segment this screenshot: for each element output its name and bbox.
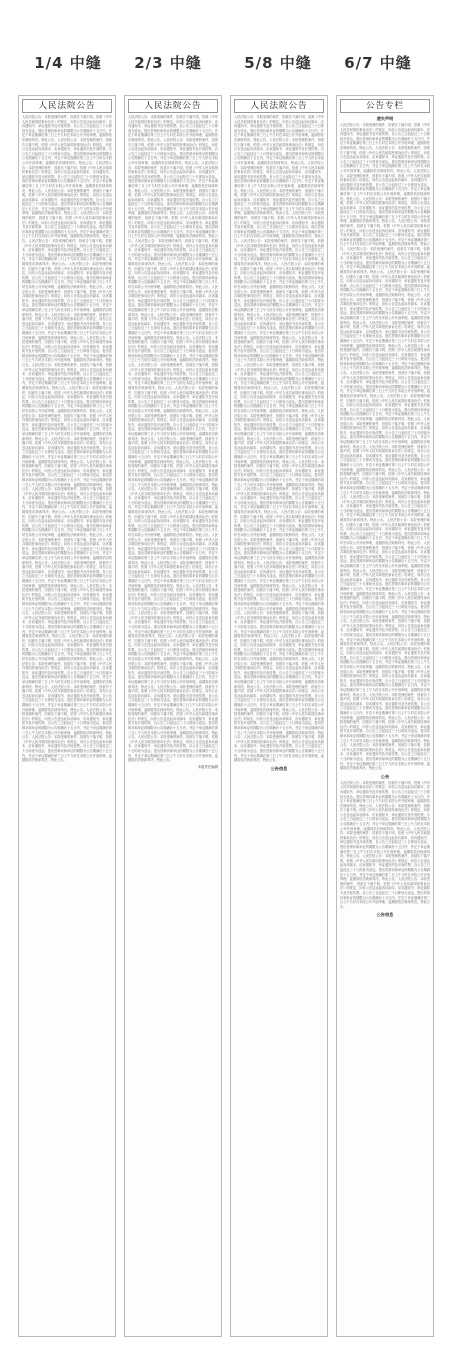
column-footer-3: 公告信息 [270, 765, 288, 771]
notice-body-text: 人民法院公告：本院受理的案件，因被告下落不明，依照《中华人民共和国民事诉讼法》的规定，向你公告送达起诉状副本、应诉通知书、举证通知书及开庭传票。自公告之日起经过三十日即视为送达。提出答辩状和举证的期限为公告期满后十五日内，并定于举证期满后第三日上午九时在本院公开开庭审理，逾期将依法缺席判决。特此公告。人民法院公告：本院受理的案件，因被告下落不明，依照《中华人民共和国民事诉讼法》的规定，向你公告送达起诉状副本、应诉通知书、举证通知书及开庭传票。自公告之日起经过三十日即视为送达。提出答辩状和举证的期限为公告期满后十五日内，并定于举证期满后第三日上午九时在本院公开开庭审理，逾期将依法缺席判决。特此公告。人民法院公告：本院受理的案件，因被告下落不明，依照《中华人民共和国民事诉讼法》的规定，向你公告送达起诉状副本、应诉通知书、举证通知书及开庭传票。自公告之日起经过三十日即视为送达。提出答辩状和举证的期限为公告期满后十五日内，并定于举证期满后第三日上午九时在本院公开开庭审理，逾期将依法缺席判决。特此公告。人民法院公告：本院受理的案件，因被告下落不明，依照《中华人民共和国民事诉讼法》的规定，向你公告送达起诉状副本、应诉通知书、举证通知书及开庭传票。自公告之日起经过三十日即视为送达。提出答辩状和举证的期限为公告期满后十五日内，并定于举证期满后第三日上午九时在本院公开开庭审理，逾期将依法缺席判决。特此公告。人民法院公告：本院受理的案件，因被告下落不明，依照《中华人民共和国民事诉讼法》的规定，向你公告送达起诉状副本、应诉通知书、举证通知书及开庭传票。自公告之日起经过三十日即视为送达。提出答辩状和举证的期限为公告期满后十五日内，并定于举证期满后第三日上午九时在本院公开开庭审理，逾期将依法缺席判决。特此公告。 [340, 780, 430, 909]
sub-heading-info: 公告信息 [376, 912, 394, 918]
notice-body-text: 人民法院公告：本院受理的案件，因被告下落不明，依照《中华人民共和国民事诉讼法》的规定，向你公告送达起诉状副本、应诉通知书、举证通知书及开庭传票。自公告之日起经过三十日即视为送达。提出答辩状和举证的期限为公告期满后十五日内，并定于举证期满后第三日上午九时在本院公开开庭审理，逾期将依法缺席判决。特此公告。人民法院公告：本院受理的案件，因被告下落不明，依照《中华人民共和国民事诉讼法》的规定，向你公告送达起诉状副本、应诉通知书、举证通知书及开庭传票。自公告之日起经过三十日即视为送达。提出答辩状和举证的期限为公告期满后十五日内，并定于举证期满后第三日上午九时在本院公开开庭审理，逾期将依法缺席判决。特此公告。人民法院公告：本院受理的案件，因被告下落不明，依照《中华人民共和国民事诉讼法》的规定，向你公告送达起诉状副本、应诉通知书、举证通知书及开庭传票。自公告之日起经过三十日即视为送达。提出答辩状和举证的期限为公告期满后十五日内，并定于举证期满后第三日上午九时在本院公开开庭审理，逾期将依法缺席判决。特此公告。人民法院公告：本院受理的案件，因被告下落不明，依照《中华人民共和国民事诉讼法》的规定，向你公告送达起诉状副本、应诉通知书、举证通知书及开庭传票。自公告之日起经过三十日即视为送达。提出答辩状和举证的期限为公告期满后十五日内，并定于举证期满后第三日上午九时在本院公开开庭审理，逾期将依法缺席判决。特此公告。人民法院公告：本院受理的案件，因被告下落不明，依照《中华人民共和国民事诉讼法》的规定，向你公告送达起诉状副本、应诉通知书、举证通知书及开庭传票。自公告之日起经过三十日即视为送达。提出答辩状和举证的期限为公告期满后十五日内，并定于举证期满后第三日上午九时在本院公开开庭审理，逾期将依法缺席判决。特此公告。人民法院公告：本院受理的案件，因被告下落不明，依照《中华人民共和国民事诉讼法》的规定，向你公告送达起诉状副本、应诉通知书、举证通知书及开庭传票。自公告之日起经过三十日即视为送达。提出答辩状和举证的期限为公告期满后十五日内，并定于举证期满后第三日上午九时在本院公开开庭审理，逾期将依法缺席判决。特此公告。人民法院公告：本院受理的案件，因被告下落不明，依照《中华人民共和国民事诉讼法》的规定，向你公告送达起诉状副本、应诉通知书、举证通知书及开庭传票。自公告之日起经过三十日即视为送达。提出答辩状和举证的期限为公告期满后十五日内，并定于举证期满后第三日上午九时在本院公开开庭审理，逾期将依法缺席判决。特此公告。人民法院公告：本院受理的案件，因被告下落不明，依照《中华人民共和国民事诉讼法》的规定，向你公告送达起诉状副本、应诉通知书、举证通知书及开庭传票。自公告之日起经过三十日即视为送达。提出答辩状和举证的期限为公告期满后十五日内，并定于举证期满后第三日上午九时在本院公开开庭审理，逾期将依法缺席判决。特此公告。人民法院公告：本院受理的案件，因被告下落不明，依照《中华人民共和国民事诉讼法》的规定，向你公告送达起诉状副本、应诉通知书、举证通知书及开庭传票。自公告之日起经过三十日即视为送达。提出答辩状和举证的期限为公告期满后十五日内，并定于举证期满后第三日上午九时在本院公开开庭审理，逾期将依法缺席判决。特此公告。人民法院公告：本院受理的案件，因被告下落不明，依照《中华人民共和国民事诉讼法》的规定，向你公告送达起诉状副本、应诉通知书、举证通知书及开庭传票。自公告之日起经过三十日即视为送达。提出答辩状和举证的期限为公告期满后十五日内，并定于举证期满后第三日上午九时在本院公开开庭审理，逾期将依法缺席判决。特此公告。人民法院公告：本院受理的案件，因被告下落不明，依照《中华人民共和国民事诉讼法》的规定，向你公告送达起诉状副本、应诉通知书、举证通知书及开庭传票。自公告之日起经过三十日即视为送达。提出答辩状和举证的期限为公告期满后十五日内，并定于举证期满后第三日上午九时在本院公开开庭审理，逾期将依法缺席判决。特此公告。人民法院公告：本院受理的案件，因被告下落不明，依照《中华人民共和国民事诉讼法》的规定，向你公告送达起诉状副本、应诉通知书、举证通知书及开庭传票。自公告之日起经过三十日即视为送达。提出答辩状和举证的期限为公告期满后十五日内，并定于举证期满后第三日上午九时在本院公开开庭审理，逾期将依法缺席判决。特此公告。人民法院公告：本院受理的案件，因被告下落不明，依照《中华人民共和国民事诉讼法》的规定，向你公告送达起诉状副本、应诉通知书、举证通知书及开庭传票。自公告之日起经过三十日即视为送达。提出答辩状和举证的期限为公告期满后十五日内，并定于举证期满后第三日上午九时在本院公开开庭审理，逾期将依法缺席判决。特此公告。人民法院公告：本院受理的案件，因被告下落不明，依照《中华人民共和国民事诉讼法》的规定，向你公告送达起诉状副本、应诉通知书、举证通知书及开庭传票。自公告之日起经过三十日即视为送达。提出答辩状和举证的期限为公告期满后十五日内，并定于举证期满后第三日上午九时在本院公开开庭审理，逾期将依法缺席判决。特此公告。人民法院公告：本院受理的案件，因被告下落不明，依照《中华人民共和国民事诉讼法》的规定，向你公告送达起诉状副本、应诉通知书、举证通知书及开庭传票。自公告之日起经过三十日即视为送达。提出答辩状和举证的期限为公告期满后十五日内，并定于举证期满后第三日上午九时在本院公开开庭审理，逾期将依法缺席判决。特此公告。人民法院公告：本院受理的案件，因被告下落不明，依照《中华人民共和国民事诉讼法》的规定，向你公告送达起诉状副本、应诉通知书、举证通知书及开庭传票。自公告之日起经过三十日即视为送达。提出答辩状和举证的期限为公告期满后十五日内，并定于举证期满后第三日上午九时在本院公开开庭审理，逾期将依法缺席判决。特此公告。人民法院公告：本院受理的案件，因被告下落不明，依照《中华人民共和国民事诉讼法》的规定，向你公告送达起诉状副本、应诉通知书、举证通知书及开庭传票。自公告之日起经过三十日即视为送达。提出答辩状和举证的期限为公告期满后十五日内，并定于举证期满后第三日上午九时在本院公开开庭审理，逾期将依法缺席判决。特此公告。人民法院公告：本院受理的案件，因被告下落不明，依照《中华人民共和国民事诉讼法》的规定，向你公告送达起诉状副本、应诉通知书、举证通知书及开庭传票。自公告之日起经过三十日即视为送达。提出答辩状和举证的期限为公告期满后十五日内，并定于举证期满后第三日上午九时在本院公开开庭审理，逾期将依法缺席判决。特此公告。人民法院公告：本院受理的案件，因被告下落不明，依照《中华人民共和国民事诉讼法》的规定，向你公告送达起诉状副本、应诉通知书、举证通知书及开庭传票。自公告之日起经过三十日即视为送达。提出答辩状和举证的期限为公告期满后十五日内，并定于举证期满后第三日上午九时在本院公开开庭审理，逾期将依法缺席判决。特此公告。人民法院公告：本院受理的案件，因被告下落不明，依照《中华人民共和国民事诉讼法》的规定，向你公告送达起诉状副本、应诉通知书、举证通知书及开庭传票。自公告之日起经过三十日即视为送达。提出答辩状和举证的期限为公告期满后十五日内，并定于举证期满后第三日上午九时在本院公开开庭审理，逾期将依法缺席判决。特此公告。人民法院公告：本院受理的案件，因被告下落不明，依照《中华人民共和国民事诉讼法》的规定，向你公告送达起诉状副本、应诉通知书、举证通知书及开庭传票。自公告之日起经过三十日即视为送达。提出答辩状和举证的期限为公告期满后十五日内，并定于举证期满后第三日上午九时在本院公开开庭审理，逾期将依法缺席判决。特此公告。人民法院公告：本院受理的案件，因被告下落不明，依照《中华人民共和国民事诉讼法》的规定，向你公告送达起诉状副本、应诉通知书、举证通知书及开庭传票。自公告之日起经过三十日即视为送达。提出答辩状和举证的期限为公告期满后十五日内，并定于举证期满后第三日上午九时在本院公开开庭审理，逾期将依法缺席判决。特此公告。人民法院公告：本院受理的案件，因被告下落不明，依照《中华人民共和国民事诉讼法》的规定，向你公告送达起诉状副本、应诉通知书、举证通知书及开庭传票。自公告之日起经过三十日即视为送达。提出答辩状和举证的期限为公告期满后十五日内，并定于举证期满后第三日上午九时在本院公开开庭审理，逾期将依法缺席判决。特此公告。人民法院公告：本院受理的案件，因被告下落不明，依照《中华人民共和国民事诉讼法》的规定，向你公告送达起诉状副本、应诉通知书、举证通知书及开庭传票。自公告之日起经过三十日即视为送达。提出答辩状和举证的期限为公告期满后十五日内，并定于举证期满后第三日上午九时在本院公开开庭审理，逾期将依法缺席判决。特此公告。人民法院公告：本院受理的案件，因被告下落不明，依照《中华人民共和国民事诉讼法》的规定，向你公告送达起诉状副本、应诉通知书、举证通知书及开庭传票。自公告之日起经过三十日即视为送达。提出答辩状和举证的期限为公告期满后十五日内，并定于举证期满后第三日上午九时在本院公开开庭审理，逾期将依法缺席判决。特此公告。人民法院公告：本院受理的案件，因被告下落不明，依照《中华人民共和国民事诉讼法》的规定，向你公告送达起诉状副本、应诉通知书、举证通知书及开庭传票。自公告之日起经过三十日即视为送达。提出答辩状和举证的期限为公告期满后十五日内，并定于举证期满后第三日上午九时在本院公开开庭审理，逾期将依法缺席判决。特此公告。 [22, 115, 112, 763]
notice-body-text: 人民法院公告：本院受理的案件，因被告下落不明，依照《中华人民共和国民事诉讼法》的规定，向你公告送达起诉状副本、应诉通知书、举证通知书及开庭传票。自公告之日起经过三十日即视为送达。提出答辩状和举证的期限为公告期满后十五日内，并定于举证期满后第三日上午九时在本院公开开庭审理，逾期将依法缺席判决。特此公告。人民法院公告：本院受理的案件，因被告下落不明，依照《中华人民共和国民事诉讼法》的规定，向你公告送达起诉状副本、应诉通知书、举证通知书及开庭传票。自公告之日起经过三十日即视为送达。提出答辩状和举证的期限为公告期满后十五日内，并定于举证期满后第三日上午九时在本院公开开庭审理，逾期将依法缺席判决。特此公告。人民法院公告：本院受理的案件，因被告下落不明，依照《中华人民共和国民事诉讼法》的规定，向你公告送达起诉状副本、应诉通知书、举证通知书及开庭传票。自公告之日起经过三十日即视为送达。提出答辩状和举证的期限为公告期满后十五日内，并定于举证期满后第三日上午九时在本院公开开庭审理，逾期将依法缺席判决。特此公告。人民法院公告：本院受理的案件，因被告下落不明，依照《中华人民共和国民事诉讼法》的规定，向你公告送达起诉状副本、应诉通知书、举证通知书及开庭传票。自公告之日起经过三十日即视为送达。提出答辩状和举证的期限为公告期满后十五日内，并定于举证期满后第三日上午九时在本院公开开庭审理，逾期将依法缺席判决。特此公告。人民法院公告：本院受理的案件，因被告下落不明，依照《中华人民共和国民事诉讼法》的规定，向你公告送达起诉状副本、应诉通知书、举证通知书及开庭传票。自公告之日起经过三十日即视为送达。提出答辩状和举证的期限为公告期满后十五日内，并定于举证期满后第三日上午九时在本院公开开庭审理，逾期将依法缺席判决。特此公告。人民法院公告：本院受理的案件，因被告下落不明，依照《中华人民共和国民事诉讼法》的规定，向你公告送达起诉状副本、应诉通知书、举证通知书及开庭传票。自公告之日起经过三十日即视为送达。提出答辩状和举证的期限为公告期满后十五日内，并定于举证期满后第三日上午九时在本院公开开庭审理，逾期将依法缺席判决。特此公告。人民法院公告：本院受理的案件，因被告下落不明，依照《中华人民共和国民事诉讼法》的规定，向你公告送达起诉状副本、应诉通知书、举证通知书及开庭传票。自公告之日起经过三十日即视为送达。提出答辩状和举证的期限为公告期满后十五日内，并定于举证期满后第三日上午九时在本院公开开庭审理，逾期将依法缺席判决。特此公告。人民法院公告：本院受理的案件，因被告下落不明，依照《中华人民共和国民事诉讼法》的规定，向你公告送达起诉状副本、应诉通知书、举证通知书及开庭传票。自公告之日起经过三十日即视为送达。提出答辩状和举证的期限为公告期满后十五日内，并定于举证期满后第三日上午九时在本院公开开庭审理，逾期将依法缺席判决。特此公告。人民法院公告：本院受理的案件，因被告下落不明，依照《中华人民共和国民事诉讼法》的规定，向你公告送达起诉状副本、应诉通知书、举证通知书及开庭传票。自公告之日起经过三十日即视为送达。提出答辩状和举证的期限为公告期满后十五日内，并定于举证期满后第三日上午九时在本院公开开庭审理，逾期将依法缺席判决。特此公告。人民法院公告：本院受理的案件，因被告下落不明，依照《中华人民共和国民事诉讼法》的规定，向你公告送达起诉状副本、应诉通知书、举证通知书及开庭传票。自公告之日起经过三十日即视为送达。提出答辩状和举证的期限为公告期满后十五日内，并定于举证期满后第三日上午九时在本院公开开庭审理，逾期将依法缺席判决。特此公告。人民法院公告：本院受理的案件，因被告下落不明，依照《中华人民共和国民事诉讼法》的规定，向你公告送达起诉状副本、应诉通知书、举证通知书及开庭传票。自公告之日起经过三十日即视为送达。提出答辩状和举证的期限为公告期满后十五日内，并定于举证期满后第三日上午九时在本院公开开庭审理，逾期将依法缺席判决。特此公告。人民法院公告：本院受理的案件，因被告下落不明，依照《中华人民共和国民事诉讼法》的规定，向你公告送达起诉状副本、应诉通知书、举证通知书及开庭传票。自公告之日起经过三十日即视为送达。提出答辩状和举证的期限为公告期满后十五日内，并定于举证期满后第三日上午九时在本院公开开庭审理，逾期将依法缺席判决。特此公告。人民法院公告：本院受理的案件，因被告下落不明，依照《中华人民共和国民事诉讼法》的规定，向你公告送达起诉状副本、应诉通知书、举证通知书及开庭传票。自公告之日起经过三十日即视为送达。提出答辩状和举证的期限为公告期满后十五日内，并定于举证期满后第三日上午九时在本院公开开庭审理，逾期将依法缺席判决。特此公告。人民法院公告：本院受理的案件，因被告下落不明，依照《中华人民共和国民事诉讼法》的规定，向你公告送达起诉状副本、应诉通知书、举证通知书及开庭传票。自公告之日起经过三十日即视为送达。提出答辩状和举证的期限为公告期满后十五日内，并定于举证期满后第三日上午九时在本院公开开庭审理，逾期将依法缺席判决。特此公告。人民法院公告：本院受理的案件，因被告下落不明，依照《中华人民共和国民事诉讼法》的规定，向你公告送达起诉状副本、应诉通知书、举证通知书及开庭传票。自公告之日起经过三十日即视为送达。提出答辩状和举证的期限为公告期满后十五日内，并定于举证期满后第三日上午九时在本院公开开庭审理，逾期将依法缺席判决。特此公告。人民法院公告：本院受理的案件，因被告下落不明，依照《中华人民共和国民事诉讼法》的规定，向你公告送达起诉状副本、应诉通知书、举证通知书及开庭传票。自公告之日起经过三十日即视为送达。提出答辩状和举证的期限为公告期满后十五日内，并定于举证期满后第三日上午九时在本院公开开庭审理，逾期将依法缺席判决。特此公告。人民法院公告：本院受理的案件，因被告下落不明，依照《中华人民共和国民事诉讼法》的规定，向你公告送达起诉状副本、应诉通知书、举证通知书及开庭传票。自公告之日起经过三十日即视为送达。提出答辩状和举证的期限为公告期满后十五日内，并定于举证期满后第三日上午九时在本院公开开庭审理，逾期将依法缺席判决。特此公告。人民法院公告：本院受理的案件，因被告下落不明，依照《中华人民共和国民事诉讼法》的规定，向你公告送达起诉状副本、应诉通知书、举证通知书及开庭传票。自公告之日起经过三十日即视为送达。提出答辩状和举证的期限为公告期满后十五日内，并定于举证期满后第三日上午九时在本院公开开庭审理，逾期将依法缺席判决。特此公告。人民法院公告：本院受理的案件，因被告下落不明，依照《中华人民共和国民事诉讼法》的规定，向你公告送达起诉状副本、应诉通知书、举证通知书及开庭传票。自公告之日起经过三十日即视为送达。提出答辩状和举证的期限为公告期满后十五日内，并定于举证期满后第三日上午九时在本院公开开庭审理，逾期将依法缺席判决。特此公告。人民法院公告：本院受理的案件，因被告下落不明，依照《中华人民共和国民事诉讼法》的规定，向你公告送达起诉状副本、应诉通知书、举证通知书及开庭传票。自公告之日起经过三十日即视为送达。提出答辩状和举证的期限为公告期满后十五日内，并定于举证期满后第三日上午九时在本院公开开庭审理，逾期将依法缺席判决。特此公告。人民法院公告：本院受理的案件，因被告下落不明，依照《中华人民共和国民事诉讼法》的规定，向你公告送达起诉状副本、应诉通知书、举证通知书及开庭传票。自公告之日起经过三十日即视为送达。提出答辩状和举证的期限为公告期满后十五日内，并定于举证期满后第三日上午九时在本院公开开庭审理，逾期将依法缺席判决。特此公告。人民法院公告：本院受理的案件，因被告下落不明，依照《中华人民共和国民事诉讼法》的规定，向你公告送达起诉状副本、应诉通知书、举证通知书及开庭传票。自公告之日起经过三十日即视为送达。提出答辩状和举证的期限为公告期满后十五日内，并定于举证期满后第三日上午九时在本院公开开庭审理，逾期将依法缺席判决。特此公告。人民法院公告：本院受理的案件，因被告下落不明，依照《中华人民共和国民事诉讼法》的规定，向你公告送达起诉状副本、应诉通知书、举证通知书及开庭传票。自公告之日起经过三十日即视为送达。提出答辩状和举证的期限为公告期满后十五日内，并定于举证期满后第三日上午九时在本院公开开庭审理，逾期将依法缺席判决。特此公告。人民法院公告：本院受理的案件，因被告下落不明，依照《中华人民共和国民事诉讼法》的规定，向你公告送达起诉状副本、应诉通知书、举证通知书及开庭传票。自公告之日起经过三十日即视为送达。提出答辩状和举证的期限为公告期满后十五日内，并定于举证期满后第三日上午九时在本院公开开庭审理，逾期将依法缺席判决。特此公告。人民法院公告：本院受理的案件，因被告下落不明，依照《中华人民共和国民事诉讼法》的规定，向你公告送达起诉状副本、应诉通知书、举证通知书及开庭传票。自公告之日起经过三十日即视为送达。提出答辩状和举证的期限为公告期满后十五日内，并定于举证期满后第三日上午九时在本院公开开庭审理，逾期将依法缺席判决。特此公告。人民法院公告：本院受理的案件，因被告下落不明，依照《中华人民共和国民事诉讼法》的规定，向你公告送达起诉状副本、应诉通知书、举证通知书及开庭传票。自公告之日起经过三十日即视为送达。提出答辩状和举证的期限为公告期满后十五日内，并定于举证期满后第三日上午九时在本院公开开庭审理，逾期将依法缺席判决。特此公告。 [234, 115, 324, 763]
column-footer-2: 本版责任编辑 [197, 764, 218, 769]
column-label-1: 1/4 中缝 [34, 54, 102, 72]
notice-column-4 [336, 95, 434, 1337]
column-heading-4: 公告专栏 [340, 99, 430, 113]
notice-column-1 [18, 95, 116, 1337]
column-heading-2: 人民法院公告 [128, 99, 218, 113]
sub-heading-lost-notice: 遗失声明 [376, 116, 394, 121]
column-label-2: 2/3 中缝 [134, 54, 202, 72]
column-heading-1: 人民法院公告 [22, 99, 112, 113]
notice-body-text: 人民法院公告：本院受理的案件，因被告下落不明，依照《中华人民共和国民事诉讼法》的规定，向你公告送达起诉状副本、应诉通知书、举证通知书及开庭传票。自公告之日起经过三十日即视为送达。提出答辩状和举证的期限为公告期满后十五日内，并定于举证期满后第三日上午九时在本院公开开庭审理，逾期将依法缺席判决。特此公告。人民法院公告：本院受理的案件，因被告下落不明，依照《中华人民共和国民事诉讼法》的规定，向你公告送达起诉状副本、应诉通知书、举证通知书及开庭传票。自公告之日起经过三十日即视为送达。提出答辩状和举证的期限为公告期满后十五日内，并定于举证期满后第三日上午九时在本院公开开庭审理，逾期将依法缺席判决。特此公告。人民法院公告：本院受理的案件，因被告下落不明，依照《中华人民共和国民事诉讼法》的规定，向你公告送达起诉状副本、应诉通知书、举证通知书及开庭传票。自公告之日起经过三十日即视为送达。提出答辩状和举证的期限为公告期满后十五日内，并定于举证期满后第三日上午九时在本院公开开庭审理，逾期将依法缺席判决。特此公告。人民法院公告：本院受理的案件，因被告下落不明，依照《中华人民共和国民事诉讼法》的规定，向你公告送达起诉状副本、应诉通知书、举证通知书及开庭传票。自公告之日起经过三十日即视为送达。提出答辩状和举证的期限为公告期满后十五日内，并定于举证期满后第三日上午九时在本院公开开庭审理，逾期将依法缺席判决。特此公告。人民法院公告：本院受理的案件，因被告下落不明，依照《中华人民共和国民事诉讼法》的规定，向你公告送达起诉状副本、应诉通知书、举证通知书及开庭传票。自公告之日起经过三十日即视为送达。提出答辩状和举证的期限为公告期满后十五日内，并定于举证期满后第三日上午九时在本院公开开庭审理，逾期将依法缺席判决。特此公告。人民法院公告：本院受理的案件，因被告下落不明，依照《中华人民共和国民事诉讼法》的规定，向你公告送达起诉状副本、应诉通知书、举证通知书及开庭传票。自公告之日起经过三十日即视为送达。提出答辩状和举证的期限为公告期满后十五日内，并定于举证期满后第三日上午九时在本院公开开庭审理，逾期将依法缺席判决。特此公告。人民法院公告：本院受理的案件，因被告下落不明，依照《中华人民共和国民事诉讼法》的规定，向你公告送达起诉状副本、应诉通知书、举证通知书及开庭传票。自公告之日起经过三十日即视为送达。提出答辩状和举证的期限为公告期满后十五日内，并定于举证期满后第三日上午九时在本院公开开庭审理，逾期将依法缺席判决。特此公告。人民法院公告：本院受理的案件，因被告下落不明，依照《中华人民共和国民事诉讼法》的规定，向你公告送达起诉状副本、应诉通知书、举证通知书及开庭传票。自公告之日起经过三十日即视为送达。提出答辩状和举证的期限为公告期满后十五日内，并定于举证期满后第三日上午九时在本院公开开庭审理，逾期将依法缺席判决。特此公告。人民法院公告：本院受理的案件，因被告下落不明，依照《中华人民共和国民事诉讼法》的规定，向你公告送达起诉状副本、应诉通知书、举证通知书及开庭传票。自公告之日起经过三十日即视为送达。提出答辩状和举证的期限为公告期满后十五日内，并定于举证期满后第三日上午九时在本院公开开庭审理，逾期将依法缺席判决。特此公告。人民法院公告：本院受理的案件，因被告下落不明，依照《中华人民共和国民事诉讼法》的规定，向你公告送达起诉状副本、应诉通知书、举证通知书及开庭传票。自公告之日起经过三十日即视为送达。提出答辩状和举证的期限为公告期满后十五日内，并定于举证期满后第三日上午九时在本院公开开庭审理，逾期将依法缺席判决。特此公告。人民法院公告：本院受理的案件，因被告下落不明，依照《中华人民共和国民事诉讼法》的规定，向你公告送达起诉状副本、应诉通知书、举证通知书及开庭传票。自公告之日起经过三十日即视为送达。提出答辩状和举证的期限为公告期满后十五日内，并定于举证期满后第三日上午九时在本院公开开庭审理，逾期将依法缺席判决。特此公告。人民法院公告：本院受理的案件，因被告下落不明，依照《中华人民共和国民事诉讼法》的规定，向你公告送达起诉状副本、应诉通知书、举证通知书及开庭传票。自公告之日起经过三十日即视为送达。提出答辩状和举证的期限为公告期满后十五日内，并定于举证期满后第三日上午九时在本院公开开庭审理，逾期将依法缺席判决。特此公告。人民法院公告：本院受理的案件，因被告下落不明，依照《中华人民共和国民事诉讼法》的规定，向你公告送达起诉状副本、应诉通知书、举证通知书及开庭传票。自公告之日起经过三十日即视为送达。提出答辩状和举证的期限为公告期满后十五日内，并定于举证期满后第三日上午九时在本院公开开庭审理，逾期将依法缺席判决。特此公告。人民法院公告：本院受理的案件，因被告下落不明，依照《中华人民共和国民事诉讼法》的规定，向你公告送达起诉状副本、应诉通知书、举证通知书及开庭传票。自公告之日起经过三十日即视为送达。提出答辩状和举证的期限为公告期满后十五日内，并定于举证期满后第三日上午九时在本院公开开庭审理，逾期将依法缺席判决。特此公告。人民法院公告：本院受理的案件，因被告下落不明，依照《中华人民共和国民事诉讼法》的规定，向你公告送达起诉状副本、应诉通知书、举证通知书及开庭传票。自公告之日起经过三十日即视为送达。提出答辩状和举证的期限为公告期满后十五日内，并定于举证期满后第三日上午九时在本院公开开庭审理，逾期将依法缺席判决。特此公告。人民法院公告：本院受理的案件，因被告下落不明，依照《中华人民共和国民事诉讼法》的规定，向你公告送达起诉状副本、应诉通知书、举证通知书及开庭传票。自公告之日起经过三十日即视为送达。提出答辩状和举证的期限为公告期满后十五日内，并定于举证期满后第三日上午九时在本院公开开庭审理，逾期将依法缺席判决。特此公告。人民法院公告：本院受理的案件，因被告下落不明，依照《中华人民共和国民事诉讼法》的规定，向你公告送达起诉状副本、应诉通知书、举证通知书及开庭传票。自公告之日起经过三十日即视为送达。提出答辩状和举证的期限为公告期满后十五日内，并定于举证期满后第三日上午九时在本院公开开庭审理，逾期将依法缺席判决。特此公告。人民法院公告：本院受理的案件，因被告下落不明，依照《中华人民共和国民事诉讼法》的规定，向你公告送达起诉状副本、应诉通知书、举证通知书及开庭传票。自公告之日起经过三十日即视为送达。提出答辩状和举证的期限为公告期满后十五日内，并定于举证期满后第三日上午九时在本院公开开庭审理，逾期将依法缺席判决。特此公告。人民法院公告：本院受理的案件，因被告下落不明，依照《中华人民共和国民事诉讼法》的规定，向你公告送达起诉状副本、应诉通知书、举证通知书及开庭传票。自公告之日起经过三十日即视为送达。提出答辩状和举证的期限为公告期满后十五日内，并定于举证期满后第三日上午九时在本院公开开庭审理，逾期将依法缺席判决。特此公告。人民法院公告：本院受理的案件，因被告下落不明，依照《中华人民共和国民事诉讼法》的规定，向你公告送达起诉状副本、应诉通知书、举证通知书及开庭传票。自公告之日起经过三十日即视为送达。提出答辩状和举证的期限为公告期满后十五日内，并定于举证期满后第三日上午九时在本院公开开庭审理，逾期将依法缺席判决。特此公告。人民法院公告：本院受理的案件，因被告下落不明，依照《中华人民共和国民事诉讼法》的规定，向你公告送达起诉状副本、应诉通知书、举证通知书及开庭传票。自公告之日起经过三十日即视为送达。提出答辩状和举证的期限为公告期满后十五日内，并定于举证期满后第三日上午九时在本院公开开庭审理，逾期将依法缺席判决。特此公告。人民法院公告：本院受理的案件，因被告下落不明，依照《中华人民共和国民事诉讼法》的规定，向你公告送达起诉状副本、应诉通知书、举证通知书及开庭传票。自公告之日起经过三十日即视为送达。提出答辩状和举证的期限为公告期满后十五日内，并定于举证期满后第三日上午九时在本院公开开庭审理，逾期将依法缺席判决。特此公告。人民法院公告：本院受理的案件，因被告下落不明，依照《中华人民共和国民事诉讼法》的规定，向你公告送达起诉状副本、应诉通知书、举证通知书及开庭传票。自公告之日起经过三十日即视为送达。提出答辩状和举证的期限为公告期满后十五日内，并定于举证期满后第三日上午九时在本院公开开庭审理，逾期将依法缺席判决。特此公告。人民法院公告：本院受理的案件，因被告下落不明，依照《中华人民共和国民事诉讼法》的规定，向你公告送达起诉状副本、应诉通知书、举证通知书及开庭传票。自公告之日起经过三十日即视为送达。提出答辩状和举证的期限为公告期满后十五日内，并定于举证期满后第三日上午九时在本院公开开庭审理，逾期将依法缺席判决。特此公告。人民法院公告：本院受理的案件，因被告下落不明，依照《中华人民共和国民事诉讼法》的规定，向你公告送达起诉状副本、应诉通知书、举证通知书及开庭传票。自公告之日起经过三十日即视为送达。提出答辩状和举证的期限为公告期满后十五日内，并定于举证期满后第三日上午九时在本院公开开庭审理，逾期将依法缺席判决。特此公告。人民法院公告：本院受理的案件，因被告下落不明，依照《中华人民共和国民事诉讼法》的规定，向你公告送达起诉状副本、应诉通知书、举证通知书及开庭传票。自公告之日起经过三十日即视为送达。提出答辩状和举证的期限为公告期满后十五日内，并定于举证期满后第三日上午九时在本院公开开庭审理，逾期将依法缺席判决。特此公告。 [340, 123, 430, 771]
notice-column-2 [124, 95, 222, 1337]
notice-body-text: 人民法院公告：本院受理的案件，因被告下落不明，依照《中华人民共和国民事诉讼法》的规定，向你公告送达起诉状副本、应诉通知书、举证通知书及开庭传票。自公告之日起经过三十日即视为送达。提出答辩状和举证的期限为公告期满后十五日内，并定于举证期满后第三日上午九时在本院公开开庭审理，逾期将依法缺席判决。特此公告。人民法院公告：本院受理的案件，因被告下落不明，依照《中华人民共和国民事诉讼法》的规定，向你公告送达起诉状副本、应诉通知书、举证通知书及开庭传票。自公告之日起经过三十日即视为送达。提出答辩状和举证的期限为公告期满后十五日内，并定于举证期满后第三日上午九时在本院公开开庭审理，逾期将依法缺席判决。特此公告。人民法院公告：本院受理的案件，因被告下落不明，依照《中华人民共和国民事诉讼法》的规定，向你公告送达起诉状副本、应诉通知书、举证通知书及开庭传票。自公告之日起经过三十日即视为送达。提出答辩状和举证的期限为公告期满后十五日内，并定于举证期满后第三日上午九时在本院公开开庭审理，逾期将依法缺席判决。特此公告。人民法院公告：本院受理的案件，因被告下落不明，依照《中华人民共和国民事诉讼法》的规定，向你公告送达起诉状副本、应诉通知书、举证通知书及开庭传票。自公告之日起经过三十日即视为送达。提出答辩状和举证的期限为公告期满后十五日内，并定于举证期满后第三日上午九时在本院公开开庭审理，逾期将依法缺席判决。特此公告。人民法院公告：本院受理的案件，因被告下落不明，依照《中华人民共和国民事诉讼法》的规定，向你公告送达起诉状副本、应诉通知书、举证通知书及开庭传票。自公告之日起经过三十日即视为送达。提出答辩状和举证的期限为公告期满后十五日内，并定于举证期满后第三日上午九时在本院公开开庭审理，逾期将依法缺席判决。特此公告。人民法院公告：本院受理的案件，因被告下落不明，依照《中华人民共和国民事诉讼法》的规定，向你公告送达起诉状副本、应诉通知书、举证通知书及开庭传票。自公告之日起经过三十日即视为送达。提出答辩状和举证的期限为公告期满后十五日内，并定于举证期满后第三日上午九时在本院公开开庭审理，逾期将依法缺席判决。特此公告。人民法院公告：本院受理的案件，因被告下落不明，依照《中华人民共和国民事诉讼法》的规定，向你公告送达起诉状副本、应诉通知书、举证通知书及开庭传票。自公告之日起经过三十日即视为送达。提出答辩状和举证的期限为公告期满后十五日内，并定于举证期满后第三日上午九时在本院公开开庭审理，逾期将依法缺席判决。特此公告。人民法院公告：本院受理的案件，因被告下落不明，依照《中华人民共和国民事诉讼法》的规定，向你公告送达起诉状副本、应诉通知书、举证通知书及开庭传票。自公告之日起经过三十日即视为送达。提出答辩状和举证的期限为公告期满后十五日内，并定于举证期满后第三日上午九时在本院公开开庭审理，逾期将依法缺席判决。特此公告。人民法院公告：本院受理的案件，因被告下落不明，依照《中华人民共和国民事诉讼法》的规定，向你公告送达起诉状副本、应诉通知书、举证通知书及开庭传票。自公告之日起经过三十日即视为送达。提出答辩状和举证的期限为公告期满后十五日内，并定于举证期满后第三日上午九时在本院公开开庭审理，逾期将依法缺席判决。特此公告。人民法院公告：本院受理的案件，因被告下落不明，依照《中华人民共和国民事诉讼法》的规定，向你公告送达起诉状副本、应诉通知书、举证通知书及开庭传票。自公告之日起经过三十日即视为送达。提出答辩状和举证的期限为公告期满后十五日内，并定于举证期满后第三日上午九时在本院公开开庭审理，逾期将依法缺席判决。特此公告。人民法院公告：本院受理的案件，因被告下落不明，依照《中华人民共和国民事诉讼法》的规定，向你公告送达起诉状副本、应诉通知书、举证通知书及开庭传票。自公告之日起经过三十日即视为送达。提出答辩状和举证的期限为公告期满后十五日内，并定于举证期满后第三日上午九时在本院公开开庭审理，逾期将依法缺席判决。特此公告。人民法院公告：本院受理的案件，因被告下落不明，依照《中华人民共和国民事诉讼法》的规定，向你公告送达起诉状副本、应诉通知书、举证通知书及开庭传票。自公告之日起经过三十日即视为送达。提出答辩状和举证的期限为公告期满后十五日内，并定于举证期满后第三日上午九时在本院公开开庭审理，逾期将依法缺席判决。特此公告。人民法院公告：本院受理的案件，因被告下落不明，依照《中华人民共和国民事诉讼法》的规定，向你公告送达起诉状副本、应诉通知书、举证通知书及开庭传票。自公告之日起经过三十日即视为送达。提出答辩状和举证的期限为公告期满后十五日内，并定于举证期满后第三日上午九时在本院公开开庭审理，逾期将依法缺席判决。特此公告。人民法院公告：本院受理的案件，因被告下落不明，依照《中华人民共和国民事诉讼法》的规定，向你公告送达起诉状副本、应诉通知书、举证通知书及开庭传票。自公告之日起经过三十日即视为送达。提出答辩状和举证的期限为公告期满后十五日内，并定于举证期满后第三日上午九时在本院公开开庭审理，逾期将依法缺席判决。特此公告。人民法院公告：本院受理的案件，因被告下落不明，依照《中华人民共和国民事诉讼法》的规定，向你公告送达起诉状副本、应诉通知书、举证通知书及开庭传票。自公告之日起经过三十日即视为送达。提出答辩状和举证的期限为公告期满后十五日内，并定于举证期满后第三日上午九时在本院公开开庭审理，逾期将依法缺席判决。特此公告。人民法院公告：本院受理的案件，因被告下落不明，依照《中华人民共和国民事诉讼法》的规定，向你公告送达起诉状副本、应诉通知书、举证通知书及开庭传票。自公告之日起经过三十日即视为送达。提出答辩状和举证的期限为公告期满后十五日内，并定于举证期满后第三日上午九时在本院公开开庭审理，逾期将依法缺席判决。特此公告。人民法院公告：本院受理的案件，因被告下落不明，依照《中华人民共和国民事诉讼法》的规定，向你公告送达起诉状副本、应诉通知书、举证通知书及开庭传票。自公告之日起经过三十日即视为送达。提出答辩状和举证的期限为公告期满后十五日内，并定于举证期满后第三日上午九时在本院公开开庭审理，逾期将依法缺席判决。特此公告。人民法院公告：本院受理的案件，因被告下落不明，依照《中华人民共和国民事诉讼法》的规定，向你公告送达起诉状副本、应诉通知书、举证通知书及开庭传票。自公告之日起经过三十日即视为送达。提出答辩状和举证的期限为公告期满后十五日内，并定于举证期满后第三日上午九时在本院公开开庭审理，逾期将依法缺席判决。特此公告。人民法院公告：本院受理的案件，因被告下落不明，依照《中华人民共和国民事诉讼法》的规定，向你公告送达起诉状副本、应诉通知书、举证通知书及开庭传票。自公告之日起经过三十日即视为送达。提出答辩状和举证的期限为公告期满后十五日内，并定于举证期满后第三日上午九时在本院公开开庭审理，逾期将依法缺席判决。特此公告。人民法院公告：本院受理的案件，因被告下落不明，依照《中华人民共和国民事诉讼法》的规定，向你公告送达起诉状副本、应诉通知书、举证通知书及开庭传票。自公告之日起经过三十日即视为送达。提出答辩状和举证的期限为公告期满后十五日内，并定于举证期满后第三日上午九时在本院公开开庭审理，逾期将依法缺席判决。特此公告。人民法院公告：本院受理的案件，因被告下落不明，依照《中华人民共和国民事诉讼法》的规定，向你公告送达起诉状副本、应诉通知书、举证通知书及开庭传票。自公告之日起经过三十日即视为送达。提出答辩状和举证的期限为公告期满后十五日内，并定于举证期满后第三日上午九时在本院公开开庭审理，逾期将依法缺席判决。特此公告。人民法院公告：本院受理的案件，因被告下落不明，依照《中华人民共和国民事诉讼法》的规定，向你公告送达起诉状副本、应诉通知书、举证通知书及开庭传票。自公告之日起经过三十日即视为送达。提出答辩状和举证的期限为公告期满后十五日内，并定于举证期满后第三日上午九时在本院公开开庭审理，逾期将依法缺席判决。特此公告。人民法院公告：本院受理的案件，因被告下落不明，依照《中华人民共和国民事诉讼法》的规定，向你公告送达起诉状副本、应诉通知书、举证通知书及开庭传票。自公告之日起经过三十日即视为送达。提出答辩状和举证的期限为公告期满后十五日内，并定于举证期满后第三日上午九时在本院公开开庭审理，逾期将依法缺席判决。特此公告。人民法院公告：本院受理的案件，因被告下落不明，依照《中华人民共和国民事诉讼法》的规定，向你公告送达起诉状副本、应诉通知书、举证通知书及开庭传票。自公告之日起经过三十日即视为送达。提出答辩状和举证的期限为公告期满后十五日内，并定于举证期满后第三日上午九时在本院公开开庭审理，逾期将依法缺席判决。特此公告。人民法院公告：本院受理的案件，因被告下落不明，依照《中华人民共和国民事诉讼法》的规定，向你公告送达起诉状副本、应诉通知书、举证通知书及开庭传票。自公告之日起经过三十日即视为送达。提出答辩状和举证的期限为公告期满后十五日内，并定于举证期满后第三日上午九时在本院公开开庭审理，逾期将依法缺席判决。特此公告。人民法院公告：本院受理的案件，因被告下落不明，依照《中华人民共和国民事诉讼法》的规定，向你公告送达起诉状副本、应诉通知书、举证通知书及开庭传票。自公告之日起经过三十日即视为送达。提出答辩状和举证的期限为公告期满后十五日内，并定于举证期满后第三日上午九时在本院公开开庭审理，逾期将依法缺席判决。特此公告。 [128, 115, 218, 763]
notice-column-3 [230, 95, 328, 1337]
column-label-4: 6/7 中缝 [344, 54, 412, 72]
column-label-row [0, 52, 450, 82]
column-label-3: 5/8 中缝 [244, 54, 312, 72]
sub-heading-notice: 公告 [380, 773, 390, 779]
column-heading-3: 人民法院公告 [234, 99, 324, 113]
